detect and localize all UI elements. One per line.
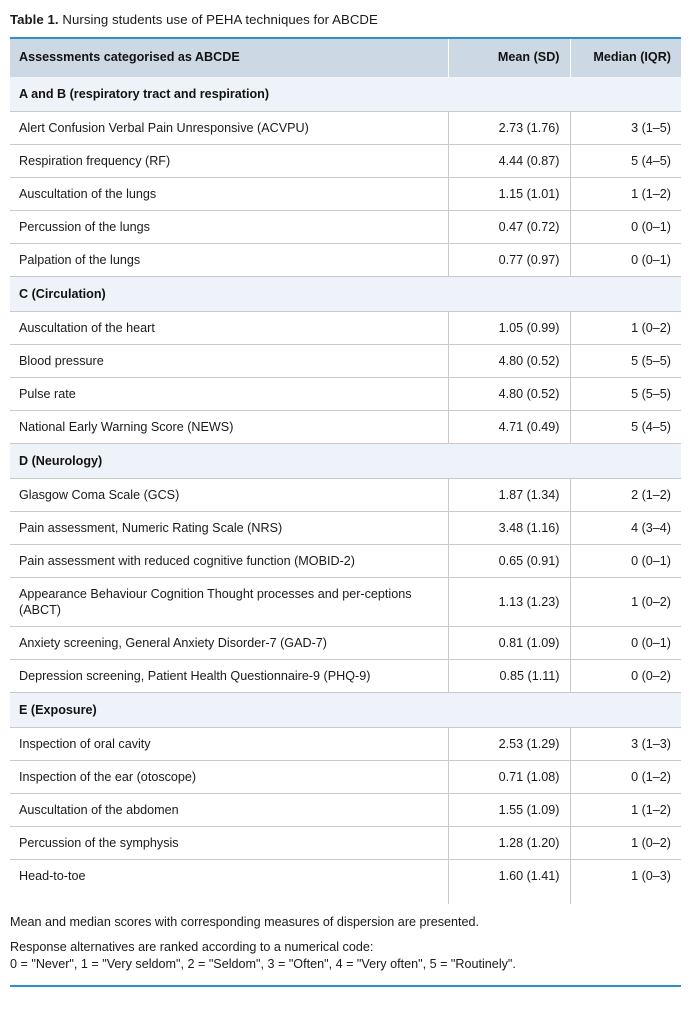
- table-row: [10, 761, 681, 794]
- cell-mean-sd: 1.15 (1.01): [448, 178, 570, 211]
- table-section-row: [10, 444, 681, 479]
- table-row: [10, 411, 681, 444]
- table-bottom-rule-wrap: [10, 983, 681, 987]
- table-body: [10, 77, 681, 892]
- section-label: C (Circulation): [10, 277, 681, 312]
- cell-assessment-name: Palpation of the lungs: [10, 244, 448, 277]
- cell-median-iqr: 1 (0–2): [570, 827, 681, 860]
- cell-mean-sd: 4.80 (0.52): [448, 345, 570, 378]
- section-label: A and B (respiratory tract and respiration): [10, 77, 681, 112]
- table-section-row: [10, 693, 681, 728]
- cell-assessment-name: Inspection of the ear (otoscope): [10, 761, 448, 794]
- cell-mean-sd: 2.53 (1.29): [448, 728, 570, 761]
- column-divider-tails: [10, 892, 681, 904]
- cell-assessment-name: Auscultation of the lungs: [10, 178, 448, 211]
- cell-assessment-name: Respiration frequency (RF): [10, 145, 448, 178]
- cell-mean-sd: 4.80 (0.52): [448, 378, 570, 411]
- table-row: [10, 794, 681, 827]
- table-row: [10, 512, 681, 545]
- cell-median-iqr: 5 (5–5): [570, 378, 681, 411]
- column-header-mean: Mean (SD): [448, 39, 570, 77]
- cell-median-iqr: 0 (0–1): [570, 244, 681, 277]
- table-row: [10, 145, 681, 178]
- cell-assessment-name: Percussion of the lungs: [10, 211, 448, 244]
- cell-assessment-name: Head-to-toe: [10, 860, 448, 893]
- table-footnotes: [10, 904, 681, 973]
- cell-median-iqr: 0 (0–1): [570, 545, 681, 578]
- cell-median-iqr: 5 (5–5): [570, 345, 681, 378]
- table-row: [10, 345, 681, 378]
- footnote-response-intro: Response alternatives are ranked according to a numerical code:: [10, 940, 374, 954]
- cell-mean-sd: 4.44 (0.87): [448, 145, 570, 178]
- table-row: [10, 545, 681, 578]
- cell-mean-sd: 0.71 (1.08): [448, 761, 570, 794]
- cell-median-iqr: 5 (4–5): [570, 411, 681, 444]
- cell-median-iqr: 4 (3–4): [570, 512, 681, 545]
- cell-median-iqr: 0 (0–1): [570, 627, 681, 660]
- cell-assessment-name: Anxiety screening, General Anxiety Disorder-7 (GAD-7): [10, 627, 448, 660]
- table-header-row: [10, 39, 681, 77]
- cell-mean-sd: 1.28 (1.20): [448, 827, 570, 860]
- cell-median-iqr: 3 (1–3): [570, 728, 681, 761]
- table-row: [10, 660, 681, 693]
- table-row: [10, 479, 681, 512]
- cell-mean-sd: 4.71 (0.49): [448, 411, 570, 444]
- cell-median-iqr: 1 (0–3): [570, 860, 681, 893]
- table-row: [10, 244, 681, 277]
- table-row: [10, 627, 681, 660]
- table-row: [10, 378, 681, 411]
- section-label: D (Neurology): [10, 444, 681, 479]
- table-caption-label: Table 1.: [10, 12, 59, 27]
- table-row: [10, 112, 681, 145]
- column-header-assessments: Assessments categorised as ABCDE: [10, 39, 448, 77]
- section-label: E (Exposure): [10, 693, 681, 728]
- cell-mean-sd: 0.47 (0.72): [448, 211, 570, 244]
- cell-median-iqr: 1 (0–2): [570, 312, 681, 345]
- table-row: [10, 178, 681, 211]
- cell-mean-sd: 0.77 (0.97): [448, 244, 570, 277]
- cell-assessment-name: Auscultation of the abdomen: [10, 794, 448, 827]
- cell-median-iqr: 0 (0–2): [570, 660, 681, 693]
- table-head: [10, 39, 681, 77]
- cell-assessment-name: Glasgow Coma Scale (GCS): [10, 479, 448, 512]
- table-row: [10, 312, 681, 345]
- cell-assessment-name: Pain assessment with reduced cognitive function (MOBID-2): [10, 545, 448, 578]
- cell-assessment-name: National Early Warning Score (NEWS): [10, 411, 448, 444]
- footnote-dispersion: Mean and median scores with corresponding measures of dispersion are presented.: [10, 915, 480, 929]
- cell-mean-sd: 1.05 (0.99): [448, 312, 570, 345]
- table-caption-text: Nursing students use of PEHA techniques for ABCDE: [58, 12, 378, 27]
- column-divider-median-tail: [570, 892, 571, 904]
- cell-mean-sd: 3.48 (1.16): [448, 512, 570, 545]
- cell-mean-sd: 0.85 (1.11): [448, 660, 570, 693]
- cell-assessment-name: Depression screening, Patient Health Questionnaire-9 (PHQ-9): [10, 660, 448, 693]
- cell-mean-sd: 1.60 (1.41): [448, 860, 570, 893]
- cell-mean-sd: 2.73 (1.76): [448, 112, 570, 145]
- table-caption: [10, 0, 681, 37]
- table-row: [10, 211, 681, 244]
- cell-median-iqr: 1 (1–2): [570, 794, 681, 827]
- cell-median-iqr: 0 (0–1): [570, 211, 681, 244]
- cell-assessment-name: Pain assessment, Numeric Rating Scale (NRS): [10, 512, 448, 545]
- cell-assessment-name: Percussion of the symphysis: [10, 827, 448, 860]
- table-row: [10, 860, 681, 893]
- cell-mean-sd: 1.87 (1.34): [448, 479, 570, 512]
- table-row: [10, 728, 681, 761]
- cell-assessment-name: Appearance Behaviour Cognition Thought processes and per-ceptions (ABCT): [10, 578, 448, 627]
- table-row: [10, 578, 681, 627]
- cell-median-iqr: 1 (1–2): [570, 178, 681, 211]
- cell-median-iqr: 5 (4–5): [570, 145, 681, 178]
- cell-median-iqr: 3 (1–5): [570, 112, 681, 145]
- cell-median-iqr: 1 (0–2): [570, 578, 681, 627]
- cell-assessment-name: Inspection of oral cavity: [10, 728, 448, 761]
- cell-assessment-name: Pulse rate: [10, 378, 448, 411]
- cell-median-iqr: 0 (1–2): [570, 761, 681, 794]
- cell-assessment-name: Alert Confusion Verbal Pain Unresponsive (ACVPU): [10, 112, 448, 145]
- table-section-row: [10, 277, 681, 312]
- cell-assessment-name: Blood pressure: [10, 345, 448, 378]
- footnote-response-codes: 0 = "Never", 1 = "Very seldom", 2 = "Seldom", 3 = "Often", 4 = "Very often", 5 = "Routinely".: [10, 957, 516, 971]
- cell-mean-sd: 1.55 (1.09): [448, 794, 570, 827]
- column-divider-mean-tail: [448, 892, 449, 904]
- cell-assessment-name: Auscultation of the heart: [10, 312, 448, 345]
- data-table: [10, 39, 681, 892]
- table-row: [10, 827, 681, 860]
- cell-mean-sd: 0.65 (0.91): [448, 545, 570, 578]
- cell-median-iqr: 2 (1–2): [570, 479, 681, 512]
- column-header-median: Median (IQR): [570, 39, 681, 77]
- table-section-row: [10, 77, 681, 112]
- cell-mean-sd: 0.81 (1.09): [448, 627, 570, 660]
- table-bottom-rule: [10, 985, 681, 987]
- cell-mean-sd: 1.13 (1.23): [448, 578, 570, 627]
